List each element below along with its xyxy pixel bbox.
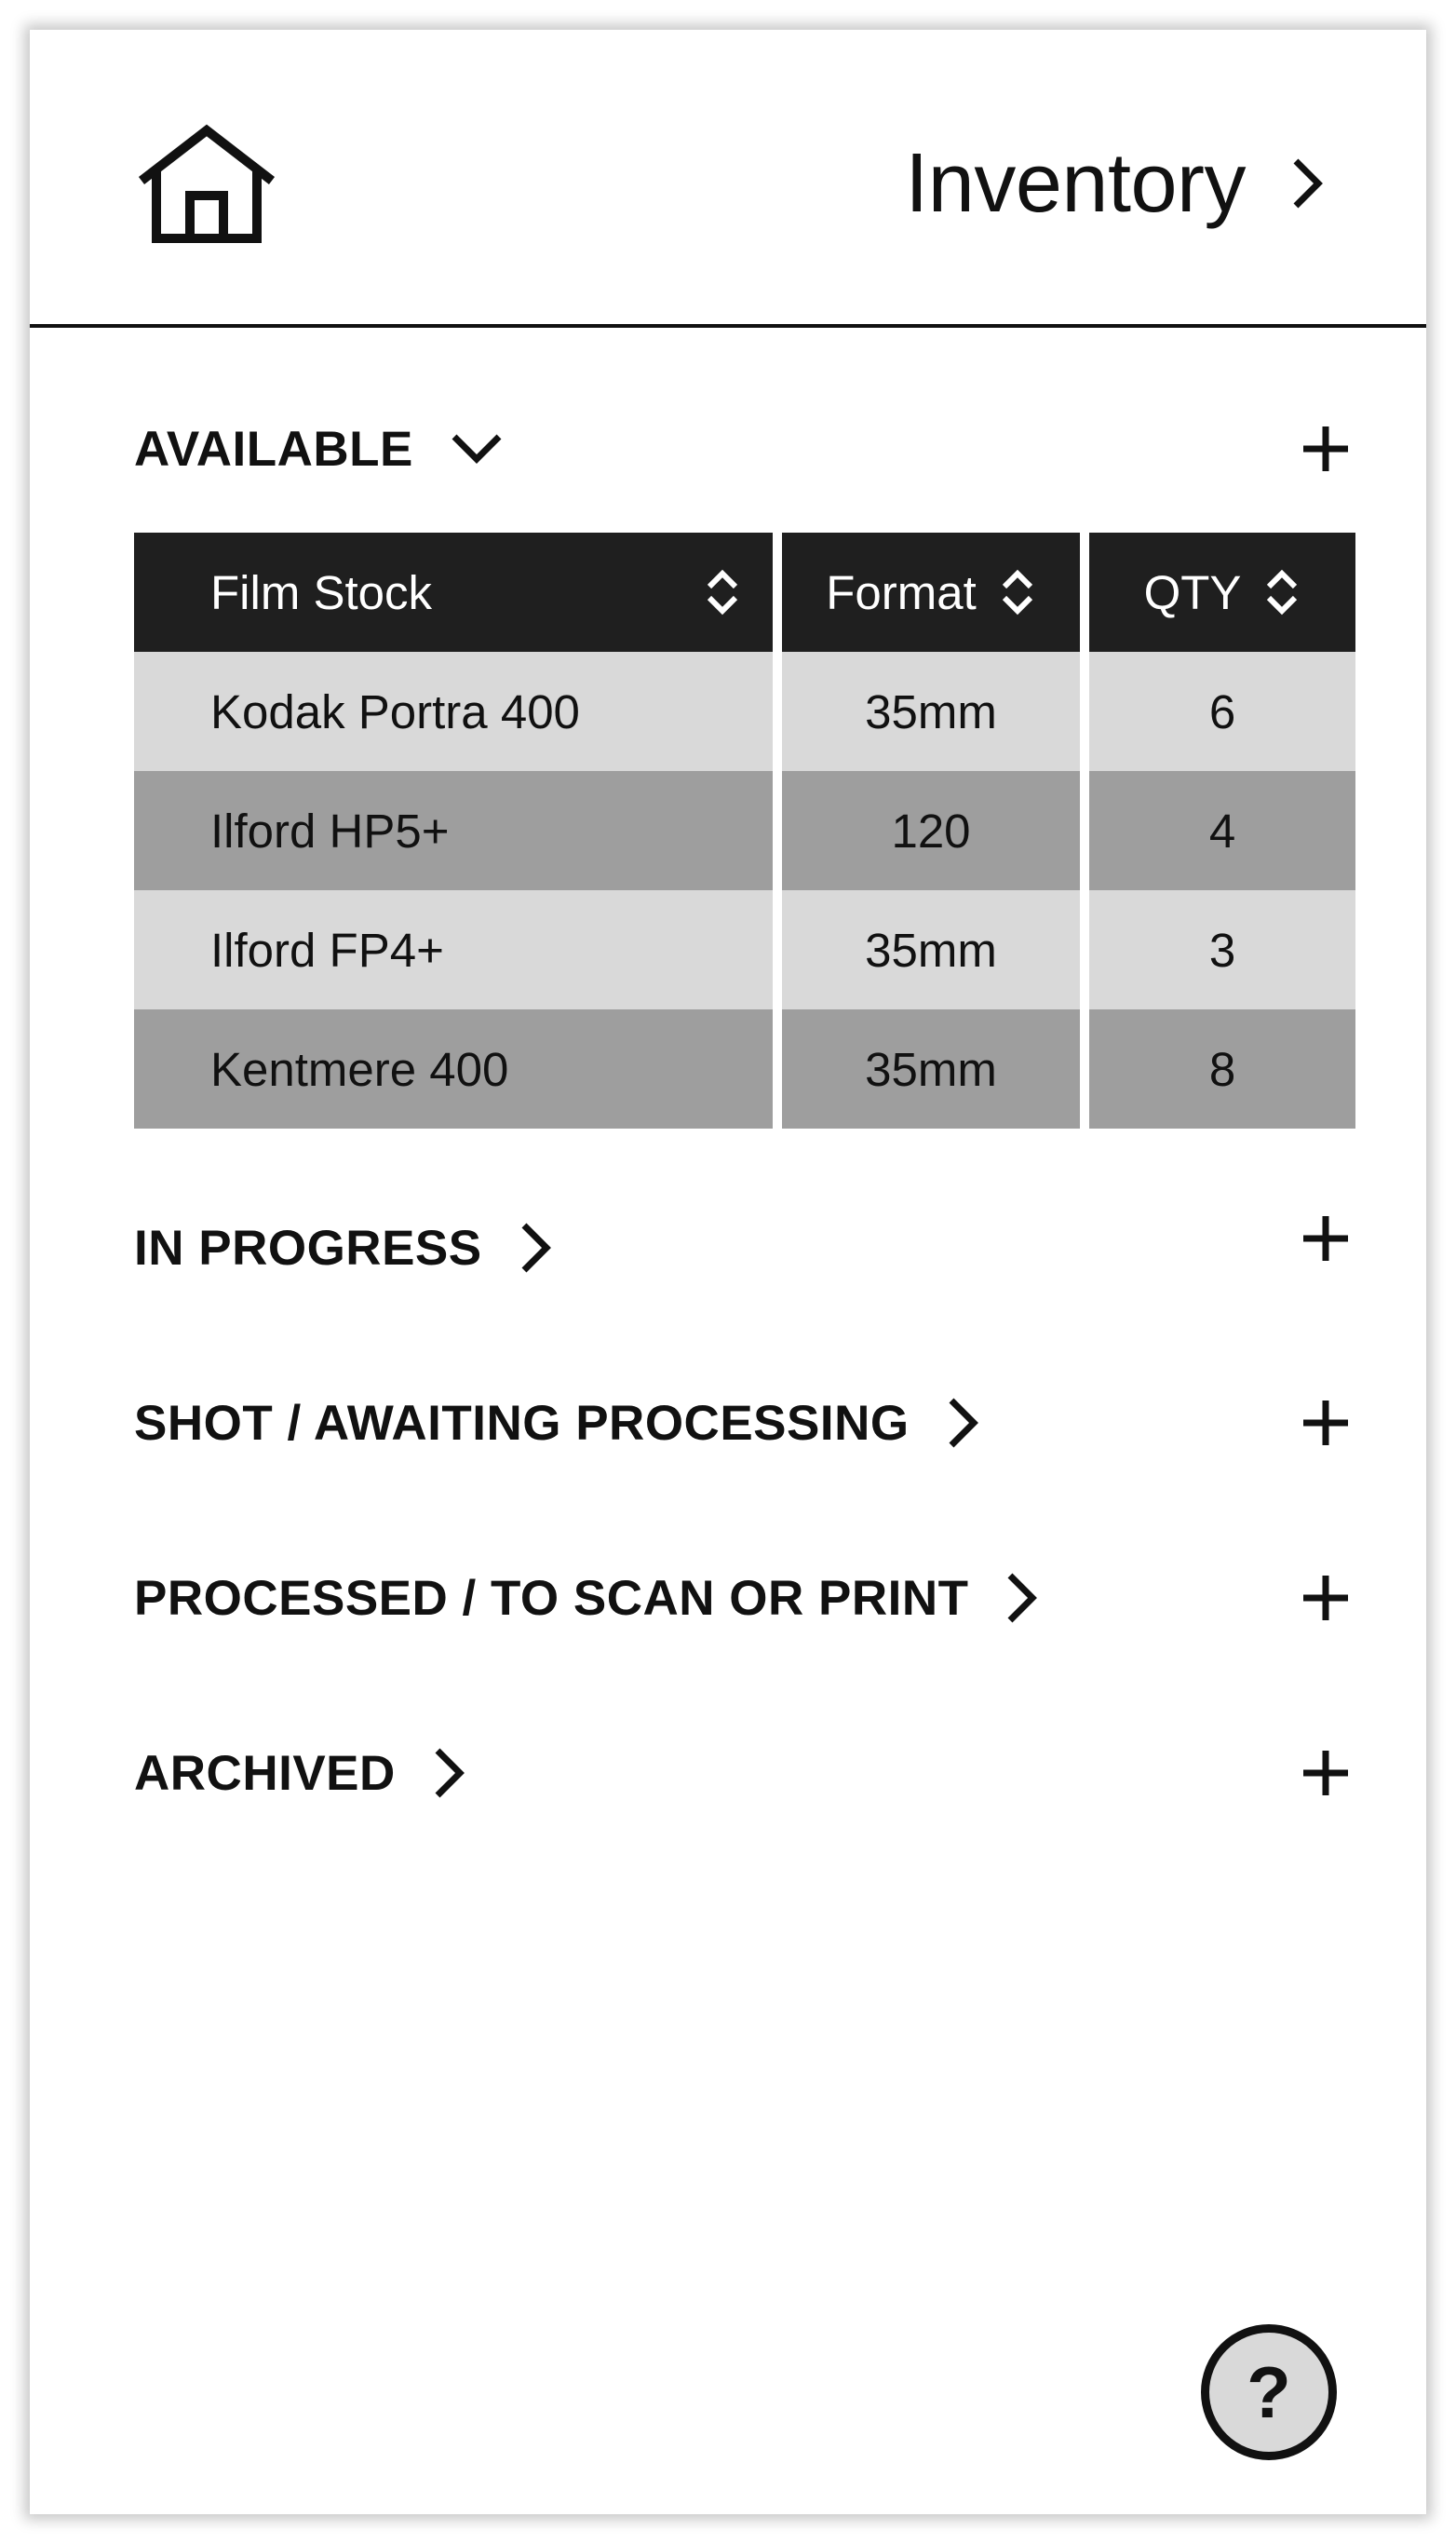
plus-icon bbox=[1298, 1745, 1354, 1801]
qty-cell: 3 bbox=[1089, 890, 1355, 1009]
section-available-toggle[interactable] bbox=[451, 433, 503, 465]
sort-icon bbox=[999, 568, 1036, 616]
table-row[interactable] bbox=[134, 652, 1355, 771]
column-header-film-stock[interactable] bbox=[134, 533, 773, 652]
chevron-right-icon bbox=[433, 1747, 465, 1799]
table-row[interactable] bbox=[134, 1009, 1355, 1129]
chevron-right-icon bbox=[1005, 1572, 1037, 1624]
column-header-format[interactable] bbox=[782, 533, 1080, 652]
film-stock-cell: Kodak Portra 400 bbox=[134, 652, 773, 771]
column-header-label: Film Stock bbox=[210, 565, 433, 619]
chevron-right-icon bbox=[947, 1397, 978, 1449]
table-header-row bbox=[134, 533, 1355, 652]
add-archived-button[interactable] bbox=[1298, 1745, 1354, 1801]
section-processed bbox=[134, 1561, 1354, 1635]
add-processed-button[interactable] bbox=[1298, 1570, 1354, 1626]
column-header-qty[interactable] bbox=[1089, 533, 1355, 652]
home-button[interactable] bbox=[134, 123, 279, 244]
film-stock-cell: Ilford FP4+ bbox=[134, 890, 773, 1009]
qty-cell: 6 bbox=[1089, 652, 1355, 771]
section-available bbox=[134, 412, 1354, 486]
plus-icon bbox=[1298, 1395, 1354, 1451]
section-in-progress-label: IN PROGRESS bbox=[134, 1220, 482, 1276]
chevron-right-icon bbox=[1290, 156, 1324, 211]
section-shot-awaiting-label: SHOT / AWAITING PROCESSING bbox=[134, 1395, 910, 1451]
question-mark-icon: ? bbox=[1247, 2351, 1291, 2433]
plus-icon bbox=[1298, 421, 1354, 477]
add-in-progress-button[interactable] bbox=[1298, 1211, 1354, 1266]
sort-icon bbox=[1263, 568, 1301, 616]
format-cell: 120 bbox=[782, 771, 1080, 890]
add-shot-awaiting-button[interactable] bbox=[1298, 1395, 1354, 1451]
section-available-label: AVAILABLE bbox=[134, 421, 413, 477]
film-stock-cell: Kentmere 400 bbox=[134, 1009, 773, 1129]
sort-icon bbox=[704, 568, 741, 616]
plus-icon bbox=[1298, 1211, 1354, 1266]
inventory-nav[interactable] bbox=[905, 128, 1324, 239]
table-row[interactable] bbox=[134, 771, 1355, 890]
qty-cell: 8 bbox=[1089, 1009, 1355, 1129]
format-cell: 35mm bbox=[782, 652, 1080, 771]
section-archived-toggle[interactable] bbox=[433, 1747, 465, 1799]
page-title: Inventory bbox=[905, 137, 1246, 230]
qty-cell: 4 bbox=[1089, 771, 1355, 890]
home-icon bbox=[134, 123, 279, 244]
help-button[interactable] bbox=[1201, 2324, 1337, 2460]
top-bar bbox=[30, 30, 1426, 328]
column-header-label: Format bbox=[826, 565, 977, 619]
format-cell: 35mm bbox=[782, 1009, 1080, 1129]
plus-icon bbox=[1298, 1570, 1354, 1626]
section-shot-awaiting-toggle[interactable] bbox=[947, 1397, 978, 1449]
section-processed-label: PROCESSED / TO SCAN OR PRINT bbox=[134, 1570, 969, 1626]
section-shot-awaiting bbox=[134, 1386, 1354, 1460]
table-row[interactable] bbox=[134, 890, 1355, 1009]
section-archived bbox=[134, 1736, 1354, 1810]
chevron-right-icon bbox=[519, 1222, 551, 1274]
section-in-progress-toggle[interactable] bbox=[519, 1222, 551, 1274]
add-available-button[interactable] bbox=[1298, 421, 1354, 477]
section-archived-label: ARCHIVED bbox=[134, 1745, 396, 1801]
film-stock-cell: Ilford HP5+ bbox=[134, 771, 773, 890]
format-cell: 35mm bbox=[782, 890, 1080, 1009]
available-table bbox=[134, 533, 1355, 1129]
chevron-down-icon bbox=[451, 433, 503, 465]
app-frame bbox=[30, 30, 1426, 2514]
column-header-label: QTY bbox=[1143, 565, 1242, 619]
section-processed-toggle[interactable] bbox=[1005, 1572, 1037, 1624]
section-in-progress bbox=[134, 1211, 1354, 1285]
